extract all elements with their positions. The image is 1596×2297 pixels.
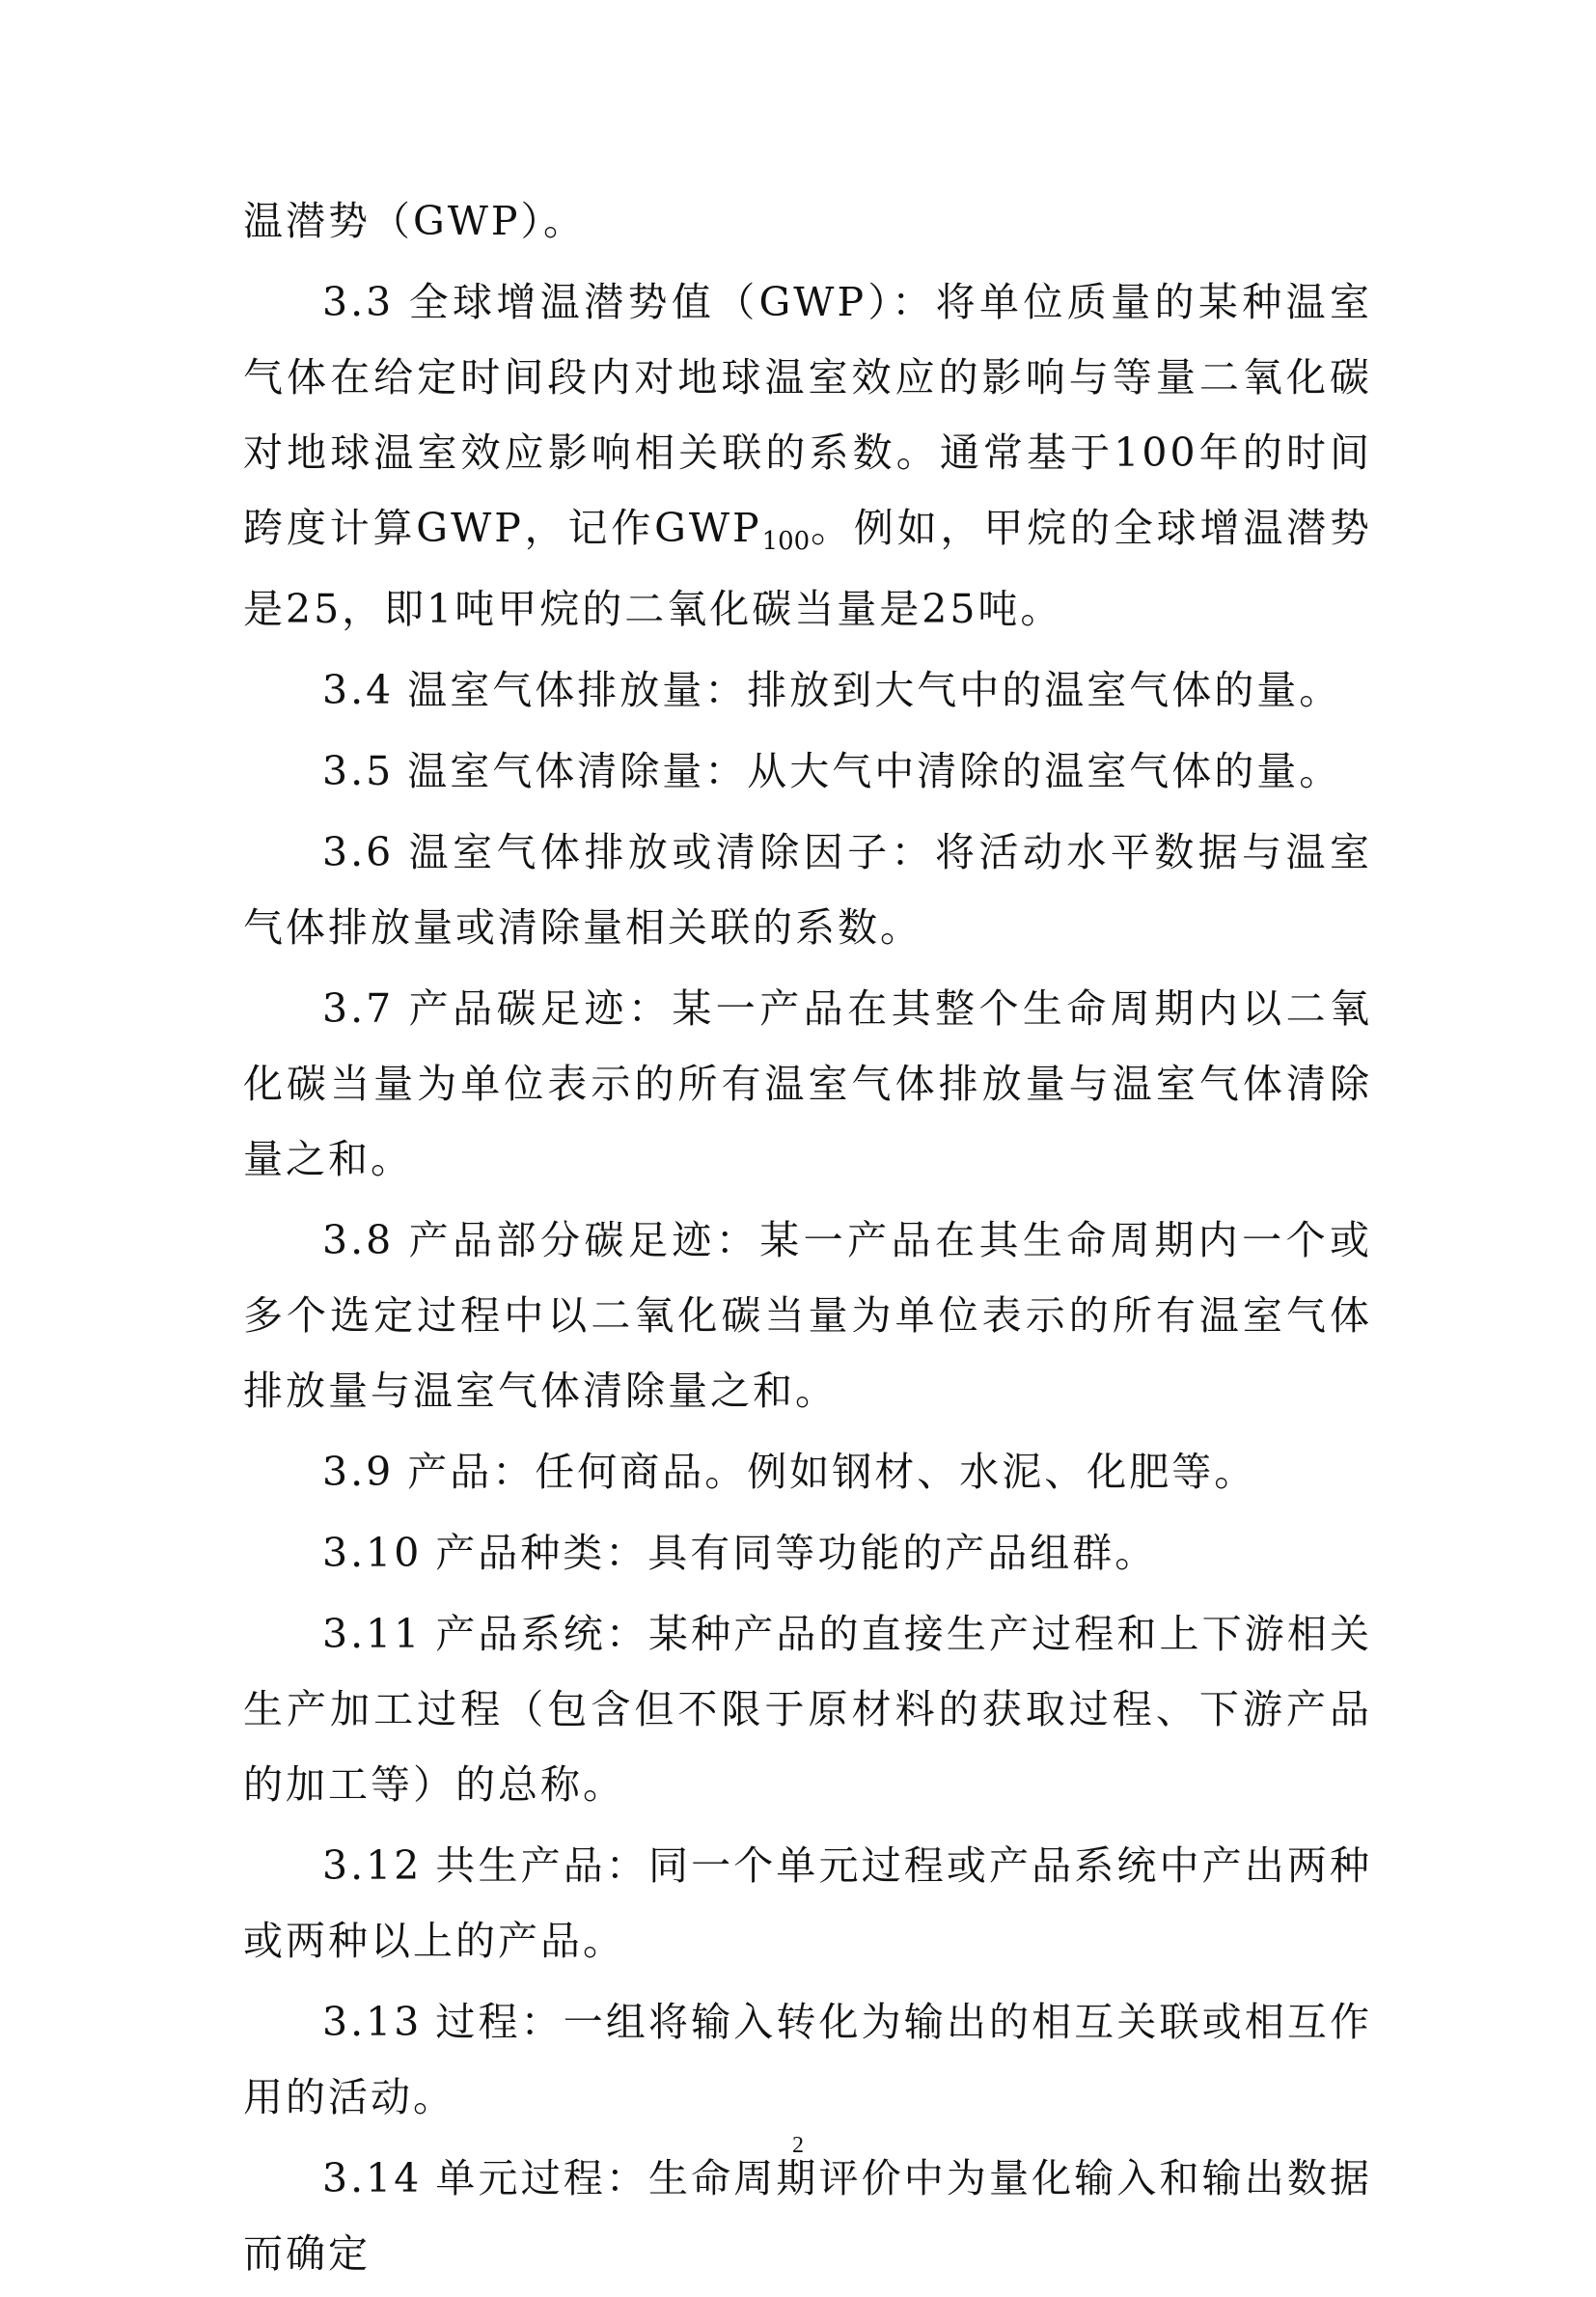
definition-3-12: [243, 1828, 1372, 1979]
definition-text: 某一产品在其整个生命周期内以二氧化碳当量为单位表示的所有温室气体排放量与温室气体清除量之和。: [243, 985, 1373, 1182]
definition-number: 3.8: [322, 1217, 395, 1263]
definition-term: 全球增温潜势值（GWP）：: [407, 279, 936, 325]
definition-term: 产品系统：: [435, 1611, 649, 1657]
definition-3-14: [243, 2141, 1372, 2291]
definition-text: 排放到大气中的温室气体的量。: [747, 667, 1342, 713]
gwp-subscript: 100: [761, 527, 811, 556]
definition-text: 生命周期评价中为量化输入和输出数据而确定: [243, 2155, 1373, 2277]
definition-text: 从大气中清除的温室气体的量。: [747, 748, 1342, 794]
definition-text: 某一产品在其生命周期内一个或多个选定过程中以二氧化碳当量为单位表示的所有温室气体排放量与温室气体清除量之和。: [243, 1217, 1373, 1414]
definition-3-13: [243, 1984, 1372, 2135]
definition-text: 具有同等功能的产品组群。: [647, 1530, 1158, 1576]
definition-number: 3.13: [322, 1999, 423, 2045]
definition-number: 3.12: [322, 1842, 423, 1889]
definition-number: 3.7: [322, 985, 395, 1032]
definition-number: 3.11: [322, 1611, 423, 1657]
definition-term: 产品碳足迹：: [407, 985, 673, 1032]
definition-3-6: [243, 815, 1372, 965]
definition-number: 3.4: [322, 667, 395, 713]
definition-term: 温室气体排放量：: [407, 667, 748, 713]
definition-term: 产品部分碳足迹：: [407, 1217, 760, 1263]
definition-number: 3.9: [322, 1449, 395, 1495]
definition-number: 3.10: [322, 1530, 423, 1576]
definition-number: 3.14: [322, 2155, 423, 2201]
definition-number: 3.5: [322, 748, 395, 794]
definition-number: 3.3: [322, 279, 395, 325]
definition-text: 任何商品。例如钢材、水泥、化肥等。: [535, 1449, 1257, 1495]
definition-term: 产品：: [407, 1449, 536, 1495]
definition-text: 同一个单元过程或产品系统中产出两种或两种以上的产品。: [243, 1842, 1373, 1964]
definition-term: 单元过程：: [435, 2155, 649, 2201]
page-number: 2: [792, 2133, 804, 2158]
definition-3-3: [243, 264, 1372, 647]
document-body: [243, 183, 1372, 2297]
definition-number: 3.6: [322, 829, 395, 875]
definition-text: 将单位质量的某种温室气体在给定时间段内对地球温室效应的影响与等量二氧化碳对地球温室效应影响相关联的系数。通常基于100年的时间跨度计算GWP，记作GWP: [243, 279, 1372, 551]
continuation-paragraph: 温潜势（GWP）。: [243, 198, 586, 244]
definition-term: 产品种类：: [435, 1530, 648, 1576]
definition-text: 某种产品的直接生产过程和上下游相关生产加工过程（包含但不限于原材料的获取过程、下游产品的加工等）的总称。: [243, 1611, 1373, 1808]
definition-3-4: [243, 652, 1372, 728]
definition-3-9: [243, 1434, 1372, 1509]
definition-3-11: [243, 1596, 1372, 1822]
definition-term: 温室气体排放或清除因子：: [407, 829, 935, 875]
definition-text: 一组将输入转化为输出的相互关联或相互作用的活动。: [243, 1999, 1373, 2120]
definition-text-continued: 。例如，甲烷的全球增温潜势是25，即1吨甲烷的二氧化碳当量是25吨。: [243, 505, 1372, 632]
definition-text: 将活动水平数据与温室气体排放量或清除量相关联的系数。: [243, 829, 1373, 951]
definition-term: 过程：: [435, 1999, 564, 2045]
definition-3-5: [243, 733, 1372, 809]
definition-3-8: [243, 1203, 1372, 1428]
definition-3-10: [243, 1515, 1372, 1591]
definition-3-7: [243, 971, 1372, 1197]
definition-term: 温室气体清除量：: [407, 748, 748, 794]
definition-term: 共生产品：: [435, 1842, 649, 1889]
